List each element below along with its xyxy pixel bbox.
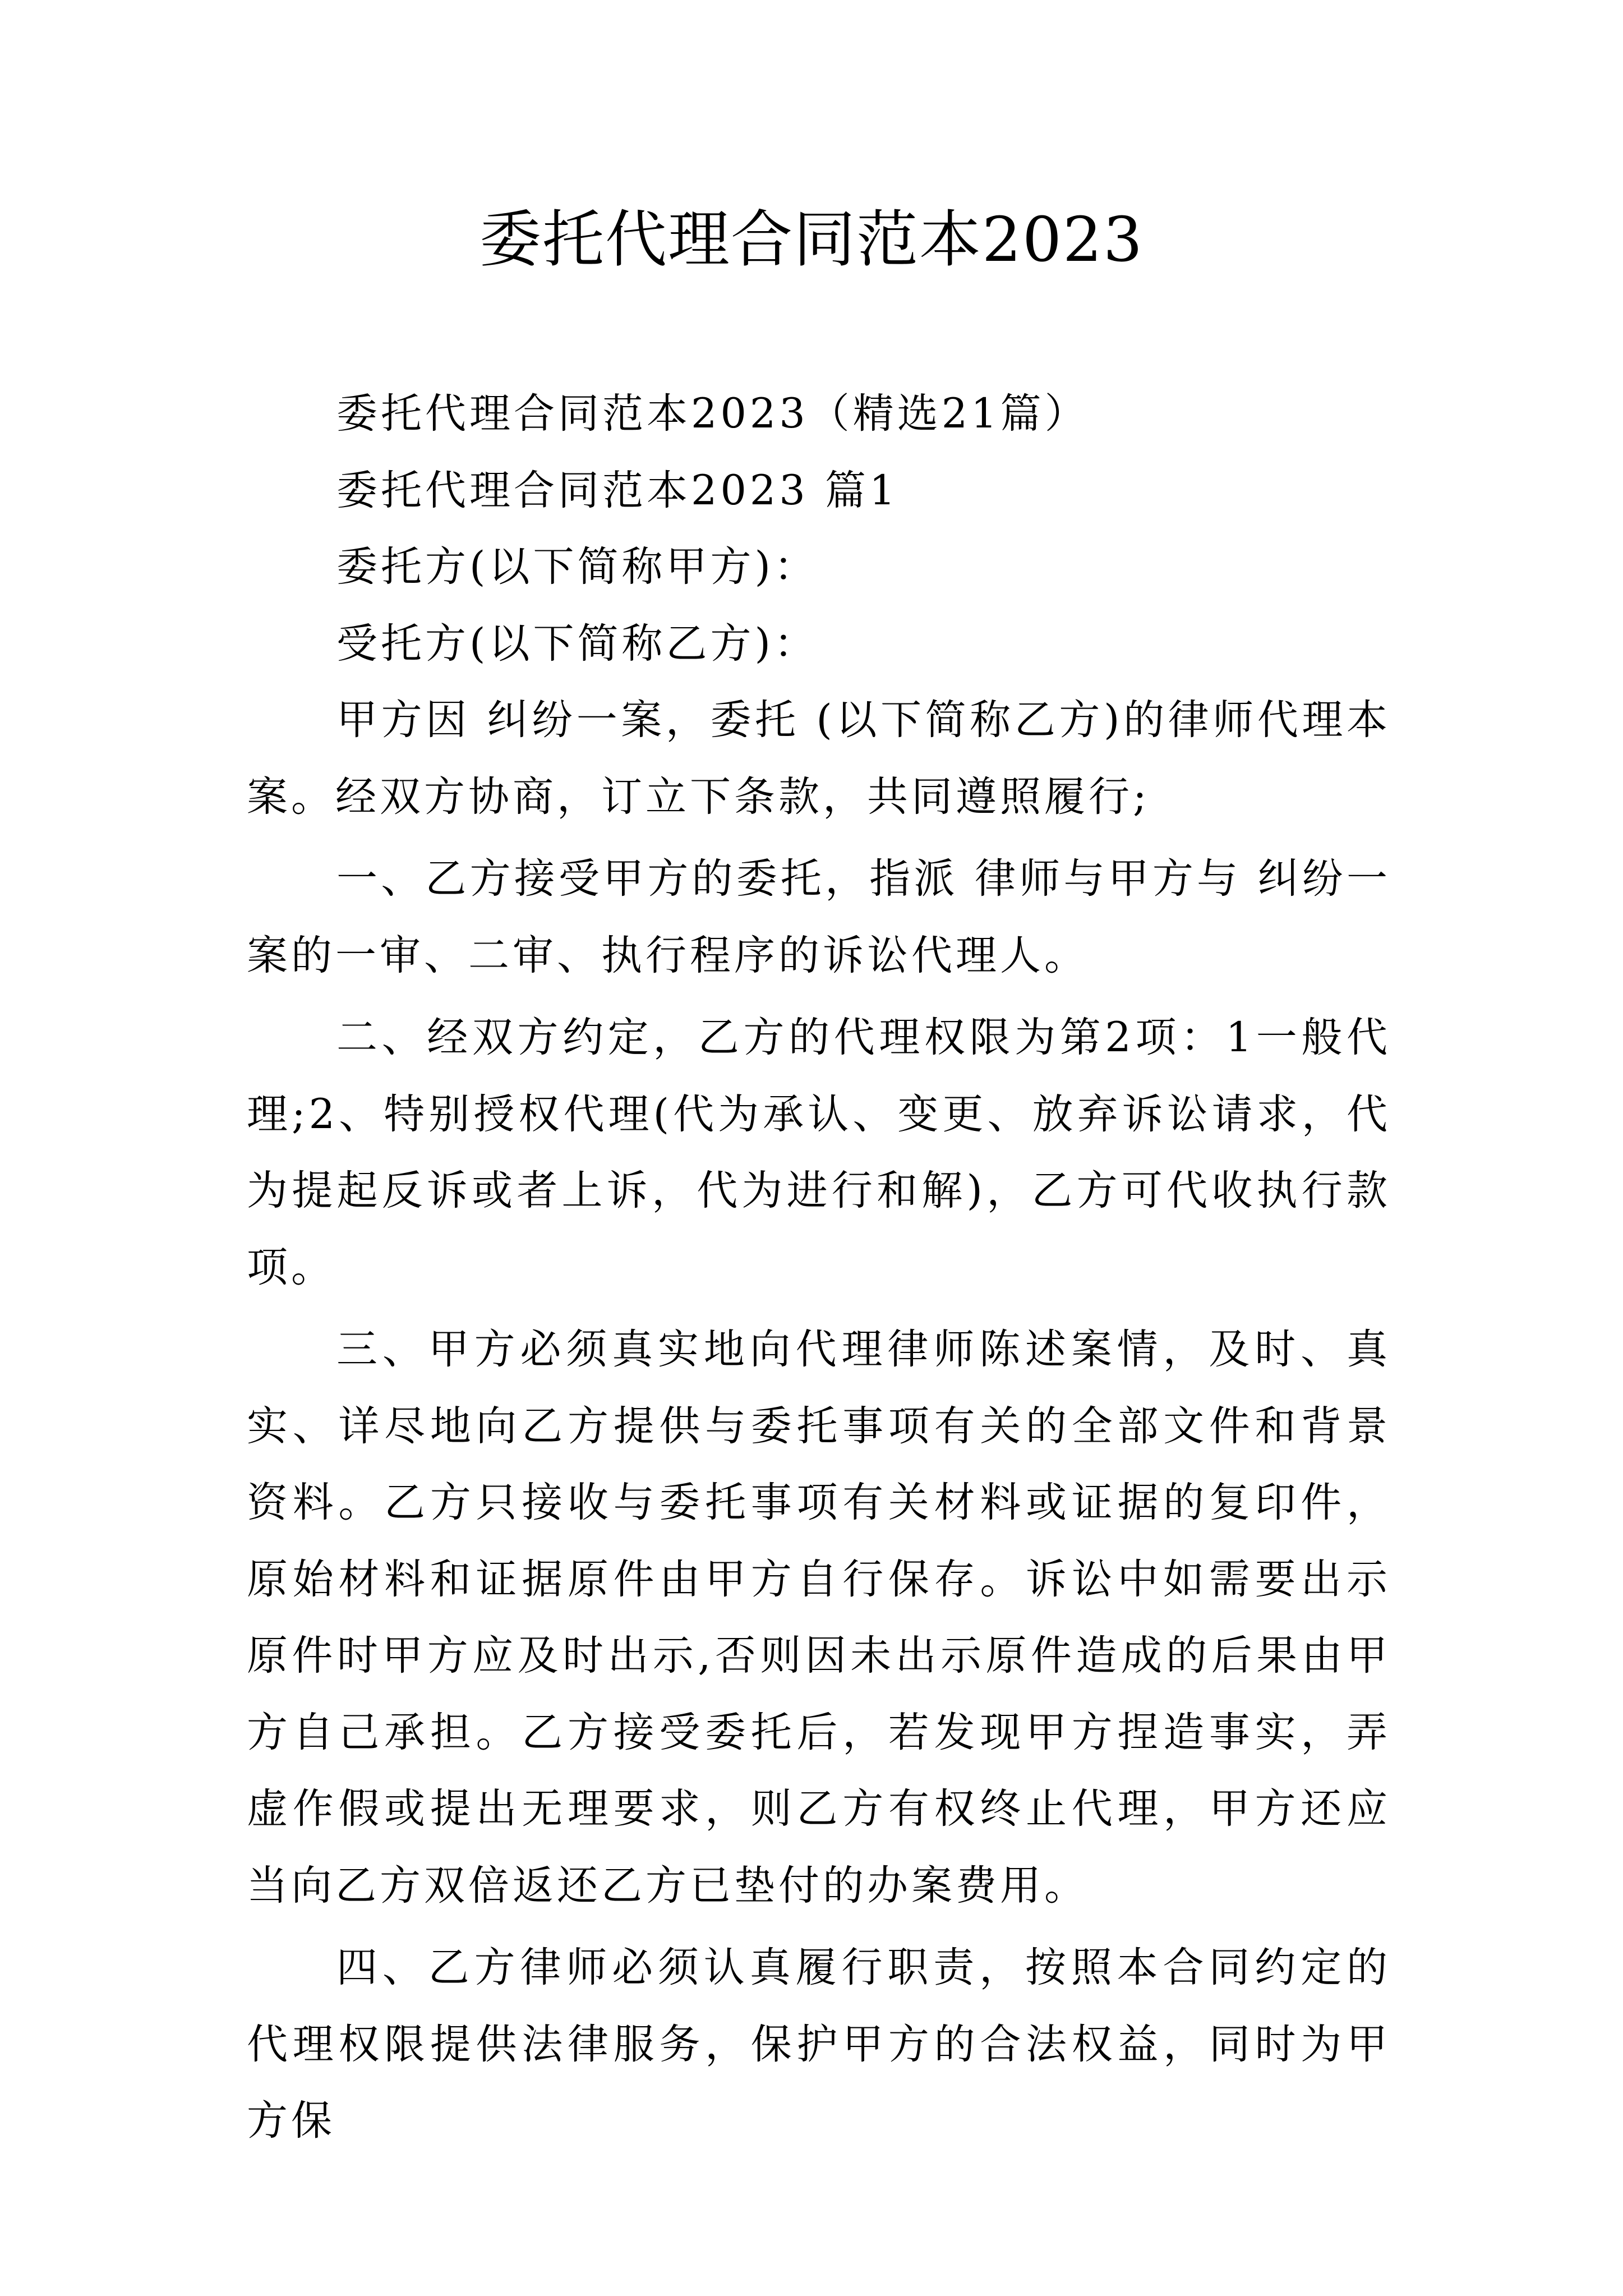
clause-1-paragraph: 一、乙方接受甲方的委托，指派 律师与甲方与 纠纷一案的一审、二审、执行程序的诉讼代理人。: [247, 855, 1391, 979]
clause-2-paragraph: 二、经双方约定，乙方的代理权限为第2项：1一般代理;2、特别授权代理(代为承认、变更、放弃诉讼请求，代为提起反诉或者上诉，代为进行和解)，乙方可代收执行款项。: [247, 1014, 1391, 1291]
clause-3-paragraph: 三、甲方必须真实地向代理律师陈述案情，及时、真实、详尽地向乙方提供与委托事项有关的全部文件和背景资料。乙方只接收与委托事项有关材料或证据的复印件，原始材料和证据原件由甲方自行保存。诉讼中如需要出示原件时甲方应及时出示,否则因未出示原件造成的后果由甲方自己承担。乙方接受委托后，若发现甲方捏造事实，弄虚作假或提出无理要求，则乙方有权终止代理，甲方还应当向乙方双倍返还乙方已垫付的办案费用。: [247, 1326, 1391, 1910]
document-title: 委托代理合同范本2023: [479, 204, 1144, 275]
party-b-line: 受托方(以下简称乙方)：: [336, 619, 818, 668]
subtitle-paragraph: 委托代理合同范本2023（精选21篇）: [336, 390, 1089, 438]
party-a-line: 委托方(以下简称甲方)：: [336, 543, 818, 591]
document-body: [247, 376, 1391, 2160]
section-heading: 委托代理合同范本2023 篇1: [336, 466, 899, 514]
intro-paragraph: 甲方因 纠纷一案，委托 (以下简称乙方)的律师代理本案。经双方协商，订立下条款，共同遵照履行;: [247, 696, 1391, 821]
clause-4-paragraph: 四、乙方律师必须认真履行职责，按照本合同约定的代理权限提供法律服务，保护甲方的合法权益，同时为甲方保: [247, 1944, 1391, 2145]
